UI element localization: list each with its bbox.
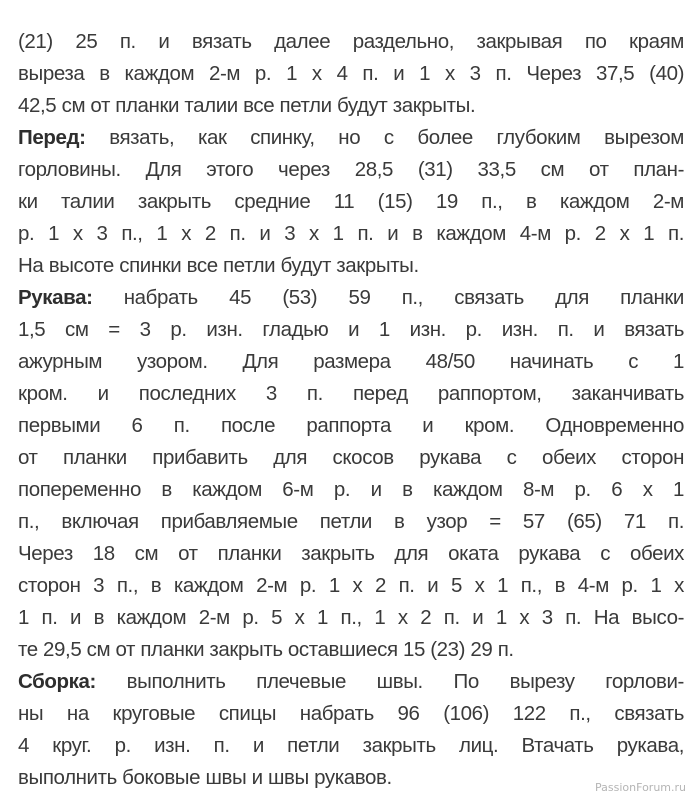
text-line-17: Через 18 см от планки закрыть для оката рукава с обеих [18, 542, 684, 565]
text-line-20: те 29,5 см от планки закрыть оставшиеся 15 (23) 29 п. [18, 638, 514, 661]
watermark: PassionForum.ru [595, 781, 686, 794]
text-line-19: 1 п. и в каждом 2-м р. 5 х 1 п., 1 х 2 п. и 1 х 3 п. На высо- [18, 606, 684, 629]
sleeves-heading: Рукава: [18, 286, 93, 309]
text-line-2: выреза в каждом 2-м р. 1 х 4 п. и 1 х 3 п. Через 37,5 (40) [18, 62, 684, 85]
text-line-16: п., включая прибавляемые петли в узор = 57 (65) 71 п. [18, 510, 684, 533]
assembly-section-line-1: Сборка: выполнить плечевые швы. По вырезу горлови- [18, 670, 684, 693]
text-line-5: горловины. Для этого через 28,5 (31) 33,5 см от план- [18, 158, 684, 181]
text-line-18: сторон 3 п., в каждом 2-м р. 1 х 2 п. и 5 х 1 п., в 4-м р. 1 х [18, 574, 684, 597]
text-line-7: р. 1 х 3 п., 1 х 2 п. и 3 х 1 п. и в каждом 4-м р. 2 х 1 п. [18, 222, 684, 245]
text-line-10: 1,5 см = 3 р. изн. гладью и 1 изн. р. изн. п. и вязать [18, 318, 684, 341]
text-line-14: от планки прибавить для скосов рукава с обеих сторон [18, 446, 684, 469]
text-line-24: выполнить боковые швы и швы рукавов. [18, 766, 392, 789]
assembly-heading: Сборка: [18, 670, 96, 693]
text-line-22: ны на круговые спицы набрать 96 (106) 122 п., связать [18, 702, 684, 725]
text-line-1: (21) 25 п. и вязать далее раздельно, закрывая по краям [18, 30, 684, 53]
front-section-line-1: Перед: вязать, как спинку, но с более глубоким вырезом [18, 126, 684, 149]
text-line-8: На высоте спинки все петли будут закрыты. [18, 254, 419, 277]
text-line-12: кром. и последних 3 п. перед раппортом, заканчивать [18, 382, 684, 405]
text-line-6: ки талии закрыть средние 11 (15) 19 п., в каждом 2-м [18, 190, 684, 213]
front-heading: Перед: [18, 126, 86, 149]
text-line-13: первыми 6 п. после раппорта и кром. Одновременно [18, 414, 684, 437]
sleeves-section-line-1: Рукава: набрать 45 (53) 59 п., связать для планки [18, 286, 684, 309]
text-line-15: попеременно в каждом 6-м р. и в каждом 8-м р. 6 х 1 [18, 478, 684, 501]
text-line-3: 42,5 см от планки талии все петли будут закрыты. [18, 94, 476, 117]
text-line-11: ажурным узором. Для размера 48/50 начинать с 1 [18, 350, 684, 373]
text-line-23: 4 круг. р. изн. п. и петли закрыть лиц. Втачать рукава, [18, 734, 684, 757]
